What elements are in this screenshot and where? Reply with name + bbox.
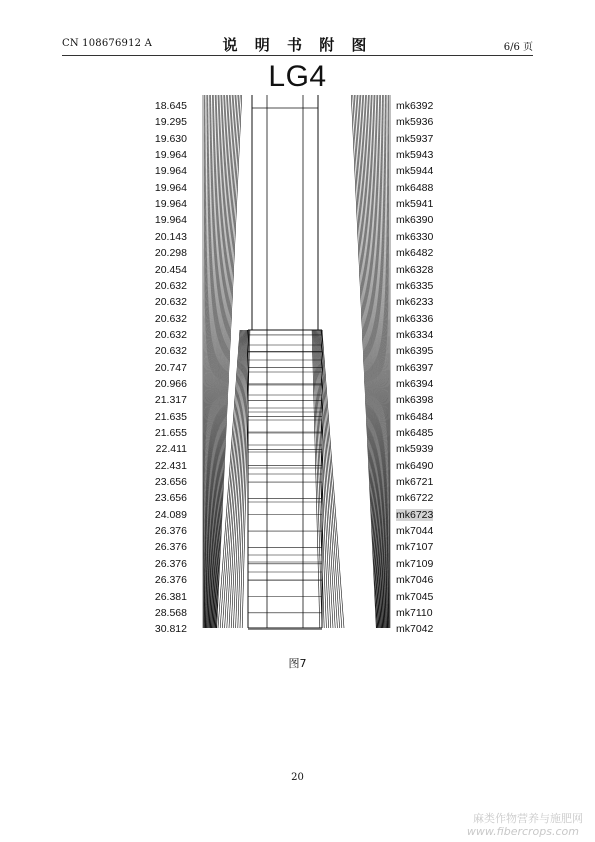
marker-position: 20.454 xyxy=(154,263,187,276)
marker-position: 23.656 xyxy=(154,476,187,489)
marker-name: mk6335 xyxy=(396,279,434,292)
section-title: 说 明 书 附 图 xyxy=(222,36,373,54)
right-fan-line xyxy=(370,95,383,628)
marker-name: mk6336 xyxy=(396,312,434,325)
marker-name: mk7110 xyxy=(396,606,433,619)
marker-name: mk6482 xyxy=(396,247,434,260)
marker-position: 20.966 xyxy=(154,377,187,390)
marker-position: 28.568 xyxy=(154,606,187,619)
marker-name: mk6395 xyxy=(396,345,434,358)
marker-name: mk6392 xyxy=(396,100,434,112)
marker-name: mk6330 xyxy=(396,230,434,243)
marker-position: 20.632 xyxy=(154,279,187,292)
marker-position: 19.630 xyxy=(154,132,187,145)
marker-position: 26.376 xyxy=(154,525,187,538)
page-number: 20 xyxy=(291,772,304,783)
marker-name: mk5943 xyxy=(396,149,434,162)
marker-position: 20.632 xyxy=(154,328,187,341)
marker-position: 26.376 xyxy=(154,557,187,570)
marker-name: mk6722 xyxy=(396,492,434,505)
marker-name: mk6723 xyxy=(396,508,434,521)
marker-name: mk7107 xyxy=(396,541,434,554)
marker-name: mk7045 xyxy=(396,590,434,603)
marker-position: 20.143 xyxy=(154,230,187,243)
watermark-url: www.fibercrops.com xyxy=(466,825,579,838)
patent-number: CN 108676912 A xyxy=(62,38,153,49)
right-fan-line xyxy=(361,95,380,628)
figure-caption: 图7 xyxy=(288,657,307,670)
marker-name: mk7046 xyxy=(396,574,434,587)
marker-name: mk5937 xyxy=(396,132,434,145)
watermark-text: 麻类作物营养与施肥网 xyxy=(473,812,583,825)
linkage-group-title: LG4 xyxy=(268,60,327,93)
marker-name: mk6488 xyxy=(396,181,434,194)
marker-name: mk6398 xyxy=(396,394,434,407)
marker-name: mk6233 xyxy=(396,296,434,309)
marker-position: 26.376 xyxy=(154,541,187,554)
left-fan-line xyxy=(210,95,223,628)
marker-name: mk7109 xyxy=(396,557,434,570)
inner-right-line xyxy=(320,330,339,628)
right-fan-line xyxy=(351,95,376,628)
marker-position: 20.632 xyxy=(154,296,187,309)
page-indicator: 6/6 页 xyxy=(503,42,533,53)
marker-position: 19.295 xyxy=(154,116,187,129)
inner-right-line xyxy=(321,330,342,628)
marker-position: 18.645 xyxy=(154,100,187,112)
marker-name: mk6485 xyxy=(396,427,434,439)
marker-name: mk6721 xyxy=(396,476,434,489)
marker-name: mk5941 xyxy=(396,198,434,211)
marker-position: 20.632 xyxy=(154,312,187,325)
marker-name: mk6328 xyxy=(396,263,434,276)
marker-position: 22.411 xyxy=(155,443,187,456)
marker-position: 21.317 xyxy=(154,394,187,407)
marker-name: mk5936 xyxy=(396,116,434,129)
marker-name: mk7042 xyxy=(396,623,434,636)
left-fan-line xyxy=(212,95,229,628)
marker-name: mk6394 xyxy=(396,377,434,390)
marker-position: 23.656 xyxy=(154,492,187,505)
marker-position: 20.632 xyxy=(154,345,187,358)
marker-name: mk6484 xyxy=(396,410,434,423)
right-fan-line xyxy=(354,95,377,628)
marker-name: mk5944 xyxy=(396,165,434,178)
right-fan-line xyxy=(364,95,381,628)
marker-name: mk6397 xyxy=(396,361,434,374)
marker-position: 21.635 xyxy=(154,410,187,423)
inner-right-line xyxy=(314,330,324,628)
marker-position: 20.747 xyxy=(154,361,187,374)
marker-position: 30.812 xyxy=(154,623,187,636)
marker-position: 24.089 xyxy=(154,508,187,521)
marker-position: 19.964 xyxy=(154,198,187,211)
marker-position: 26.381 xyxy=(154,590,187,603)
marker-position: 19.964 xyxy=(154,214,187,227)
marker-position: 19.964 xyxy=(154,181,187,194)
marker-name: mk6490 xyxy=(396,459,434,472)
marker-name: mk6334 xyxy=(396,328,434,341)
inner-left-line xyxy=(238,330,248,628)
marker-position: 21.655 xyxy=(154,427,187,439)
marker-name: mk7044 xyxy=(396,525,434,538)
marker-name: mk6390 xyxy=(396,214,434,227)
marker-position: 22.431 xyxy=(154,459,187,472)
marker-position: 26.376 xyxy=(154,574,187,587)
marker-position: 19.964 xyxy=(154,165,187,178)
marker-position: 20.298 xyxy=(154,247,187,260)
marker-name: mk5939 xyxy=(396,443,434,456)
marker-position: 19.964 xyxy=(154,149,187,162)
